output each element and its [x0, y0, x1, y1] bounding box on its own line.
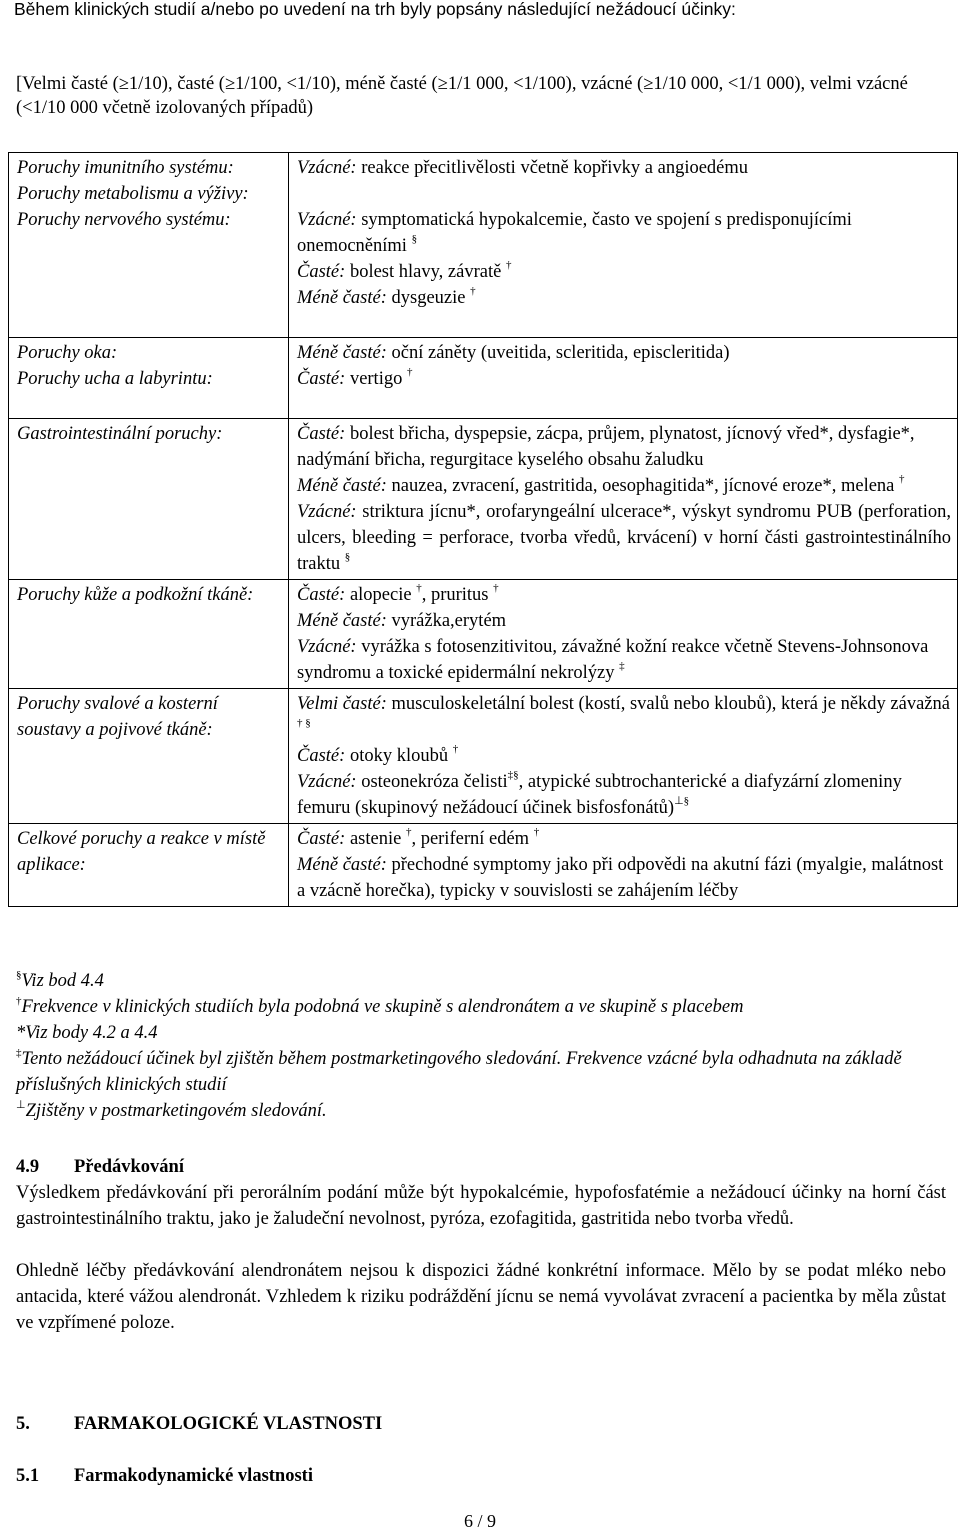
intro-sentence: Během klinických studií a/nebo po uvedení na trh byly popsány následující nežádoucí účinky:	[14, 0, 736, 19]
effect-text: vertigo	[345, 369, 403, 389]
effect-text: musculoskeletální bolest (kostí, svalů nebo kloubů), která je někdy závažná	[386, 694, 950, 714]
effect-text: vyrážka,erytém	[386, 611, 507, 631]
footnote-symbol: ‡	[16, 1047, 22, 1059]
effects-cell	[289, 824, 958, 907]
effects-cell	[289, 338, 958, 419]
effects-cell	[289, 580, 958, 689]
freq-label: Časté:	[297, 746, 346, 766]
effects-cell	[289, 419, 958, 580]
soc-nervous: Poruchy nervového systému:	[17, 210, 231, 230]
footnote-mark: †	[452, 743, 459, 755]
footnote-mark: †	[899, 473, 905, 485]
freq-label: Méně časté:	[297, 855, 387, 875]
effect-text: alopecie	[345, 585, 412, 605]
footnote-mark: †	[505, 259, 512, 271]
footnote-text: *Viz body 4.2 a 4.4	[16, 1023, 158, 1043]
freq-label: Méně časté:	[297, 343, 387, 363]
footnote	[16, 1098, 946, 1124]
freq-label: Méně časté:	[297, 611, 387, 631]
freq-label: Vzácné:	[297, 158, 357, 178]
footnote-text: Viz bod 4.4	[21, 971, 104, 991]
spacer	[297, 181, 951, 207]
effect-line	[297, 634, 951, 686]
section-heading	[16, 1463, 946, 1489]
soc-cell	[9, 419, 289, 580]
footnote-text: Zjištěny v postmarketingovém sledování.	[25, 1101, 327, 1121]
section-title: Farmakodynamické vlastnosti	[74, 1466, 313, 1486]
effect-line	[297, 340, 951, 366]
footnote-mark: ⊥§	[674, 795, 690, 807]
freq-label: Časté:	[297, 424, 346, 444]
freq-label: Velmi časté:	[297, 694, 387, 714]
footnote-mark: ‡	[619, 660, 625, 672]
table-row	[9, 153, 958, 338]
section-number: 4.9	[16, 1157, 40, 1177]
effect-text: nauzea, zvracení, gastritida, oesophagitida*, jícnové eroze*, melena	[386, 476, 895, 496]
soc-cell	[9, 689, 289, 824]
effect-text: osteonekróza čelisti	[356, 772, 508, 792]
soc-cell	[9, 580, 289, 689]
soc-eye: Poruchy oka:	[17, 343, 118, 363]
effect-text: , periferní edém	[411, 829, 530, 849]
freq-label: Časté:	[297, 585, 346, 605]
effect-text: astenie	[345, 829, 402, 849]
soc-ear: Poruchy ucha a labyrintu:	[17, 369, 213, 389]
soc-cell	[9, 824, 289, 907]
footnote-symbol: ⊥	[16, 1099, 26, 1111]
effect-text: reakce přecitlivělosti včetně kopřivky a angioedému	[356, 158, 749, 178]
footnote	[16, 1020, 946, 1046]
soc-cell	[9, 153, 289, 338]
effect-line	[297, 499, 951, 577]
freq-label: Vzácné:	[297, 210, 357, 230]
footnote-symbol: §	[16, 969, 22, 981]
freq-label: Vzácné:	[297, 637, 357, 657]
freq-label: Časté:	[297, 262, 346, 282]
footnote	[16, 968, 946, 994]
footnote-text: Tento nežádoucí účinek byl zjištěn během postmarketingového sledování. Frekvence vzácné byla odhadnuta na základě příslušných klinických studií	[16, 1049, 902, 1095]
effects-cell	[289, 689, 958, 824]
footnote-mark: †	[416, 582, 422, 594]
section-number: 5.	[16, 1414, 30, 1434]
table-row	[9, 580, 958, 689]
section-heading	[16, 1154, 946, 1180]
section-number: 5.1	[16, 1466, 40, 1486]
footnote-mark: ‡§	[507, 769, 519, 781]
section-overdose	[16, 1154, 946, 1336]
footnotes	[16, 968, 946, 1124]
soc-immune: Poruchy imunitního systému:	[17, 158, 234, 178]
footnote-mark: †	[406, 366, 413, 378]
section-title: FARMAKOLOGICKÉ VLASTNOSTI	[74, 1414, 383, 1434]
effect-line	[297, 473, 951, 499]
soc-gi: Gastrointestinální poruchy:	[17, 424, 223, 444]
footnote-symbol: †	[16, 995, 22, 1007]
paragraph: Ohledně léčby předávkování alendronátem nejsou k dispozici žádné konkrétní informace. Mělo by se podat mléko nebo antacida, které vážou alendronát. Vzhledem k riziku podráždění jícnu se nemá vyvolávat zvracení a pacientka by měla zůstat ve vzpřímené poloze.	[16, 1261, 946, 1333]
adverse-effects-table	[8, 152, 958, 907]
soc-cell	[9, 338, 289, 419]
freq-label: Vzácné:	[297, 772, 357, 792]
footnote-mark: †	[533, 826, 540, 838]
effect-text: bolest břicha, dyspepsie, zácpa, průjem, plynatost, jícnový vřed*, dysfagie*, nadýmání břicha, regurgitace kyselého obsahu žaludku	[297, 424, 915, 470]
effect-text: dysgeuzie	[386, 288, 466, 308]
table-row	[9, 338, 958, 419]
effect-text: otoky kloubů	[345, 746, 449, 766]
effects-cell	[289, 153, 958, 338]
spacer	[297, 311, 951, 335]
soc-general: Celkové poruchy a reakce v místě aplikace:	[17, 829, 266, 875]
effect-line	[297, 155, 951, 181]
effect-text: oční záněty (uveitida, scleritida, episcleritida)	[386, 343, 730, 363]
footnote	[16, 994, 946, 1020]
freq-label: Méně časté:	[297, 476, 387, 496]
effect-line	[297, 582, 951, 608]
effect-line	[297, 691, 951, 743]
freq-label: Vzácné:	[297, 502, 357, 522]
footnote-mark: §	[344, 551, 351, 563]
soc-musculoskeletal: Poruchy svalové a kosterní soustavy a pojivové tkáně:	[17, 694, 218, 740]
spacer	[17, 392, 282, 416]
footnote-mark: †	[470, 285, 476, 297]
section-title: Předávkování	[74, 1157, 184, 1177]
effect-text: bolest hlavy, závratě	[345, 262, 502, 282]
freq-label: Časté:	[297, 829, 346, 849]
effect-text: , pruritus	[421, 585, 489, 605]
effect-line	[297, 366, 951, 392]
effect-text: symptomatická hypokalcemie, často ve spojení s predisponujícími onemocněními	[297, 210, 852, 256]
effect-text: přechodné symptomy jako při odpovědi na akutní fázi (myalgie, malátnost a vzácně horečka), typicky v souvislosti se zahájením léčby	[297, 855, 944, 901]
section-pharmacological	[16, 1411, 946, 1437]
footnote-mark: †	[493, 582, 499, 594]
table-row	[9, 824, 958, 907]
footnote-mark: §	[411, 233, 418, 245]
footnote-mark: †	[405, 826, 412, 838]
footnote-text: Frekvence v klinických studiích byla podobná ve skupině s alendronátem a ve skupině s placebem	[21, 997, 744, 1017]
page-number: 6 / 9	[463, 1511, 496, 1531]
effect-line	[297, 769, 951, 821]
spacer	[16, 1232, 946, 1258]
table-row	[9, 419, 958, 580]
effect-line	[297, 259, 951, 285]
frequency-legend: [Velmi časté (≥1/10), časté (≥1/100, <1/10), méně časté (≥1/1 000, <1/100), vzácné (≥1/10 000, <1/1 000), velmi vzácné (<1/10 000 včetně izolovaných případů)	[16, 74, 908, 118]
effect-line	[297, 852, 951, 904]
footnote-mark: † §	[297, 717, 311, 729]
effect-line	[297, 207, 951, 259]
effect-line	[297, 285, 951, 311]
effect-line	[297, 743, 951, 769]
freq-label: Méně časté:	[297, 288, 387, 308]
paragraph: Výsledkem předávkování při perorálním podání může být hypokalcémie, hypofosfatémie a nežádoucí účinky na horní část gastrointestinálního traktu, jako je žaludeční nevolnost, pyróza, ezofagitida, gastritida nebo tvorba vředů.	[16, 1183, 946, 1229]
freq-label: Časté:	[297, 369, 346, 389]
soc-metabolism: Poruchy metabolismu a výživy:	[17, 184, 249, 204]
footnote	[16, 1046, 946, 1098]
table-row	[9, 689, 958, 824]
effect-line	[297, 826, 951, 852]
effect-line	[297, 608, 951, 634]
effect-text: striktura jícnu*, orofaryngeální ulcerace*, výskyt syndromu PUB (perforation, ulcers, bleeding = perforace, tvorba vředů, krvácení) v horní části gastrointestinálního traktu	[297, 502, 951, 574]
section-pharmacodynamic	[16, 1463, 946, 1489]
effect-text: vyrážka s fotosenzitivitou, závažné kožní reakce včetně Stevens-Johnsonova syndromu a toxické epidermální nekrolýzy	[297, 637, 929, 683]
effect-text: , atypické subtrochanterické a diafyzární zlomeniny femuru (skupinový nežádoucí účinek bisfosfonátů)	[297, 772, 902, 818]
section-heading	[16, 1411, 946, 1437]
effect-line	[297, 421, 951, 473]
soc-skin: Poruchy kůže a podkožní tkáně:	[17, 585, 254, 605]
